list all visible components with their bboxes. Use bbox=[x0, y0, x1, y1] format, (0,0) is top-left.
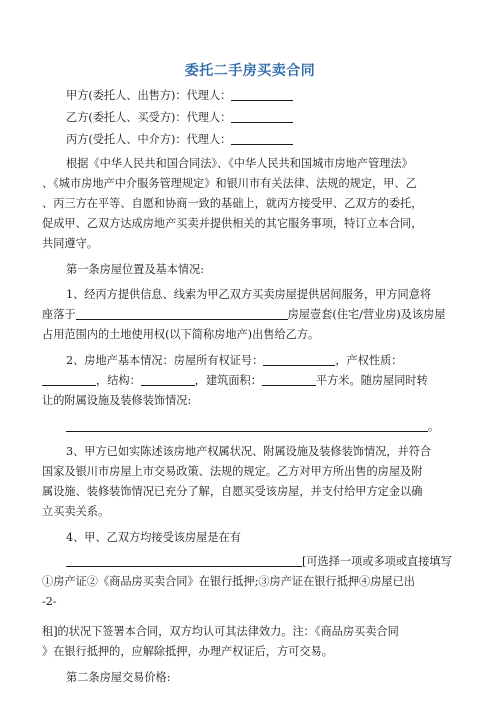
intro-line: 、《城市房地产中介服务管理规定》和银川市有关法律、法规的规定，甲、乙 bbox=[42, 177, 417, 190]
party-c-agent-blank bbox=[231, 132, 293, 145]
location-blank bbox=[76, 307, 288, 320]
property-nature-blank bbox=[42, 373, 96, 386]
clause3-line: 国家及银川市房屋上市交易政策、法规的规定。乙方对甲方所出售的房屋及附 bbox=[42, 465, 423, 478]
page-number: -2- bbox=[42, 595, 57, 608]
clause2-end: 。 bbox=[428, 420, 440, 433]
clause2-line bbox=[66, 419, 486, 435]
document-title: 委托二手房买卖合同 bbox=[184, 63, 316, 79]
clause2-line: 让的附属设施及装修装饰情况: bbox=[42, 394, 192, 407]
clause2-line bbox=[42, 373, 462, 389]
clause1-line bbox=[42, 307, 462, 323]
party-a-agent-blank bbox=[231, 88, 293, 101]
party-c-label: 丙方(受托人、中介方)：代理人： bbox=[66, 133, 232, 146]
clause4-line: ①房产证②《商品房买卖合同》在银行抵押;③房产证在银行抵押④房屋已出 bbox=[42, 575, 415, 588]
clause4-options-label: [可选择一项或多项或直接填写 bbox=[302, 555, 452, 568]
clause4-line: 4、甲、乙双方均接受该房屋是在有 bbox=[66, 531, 241, 544]
clause3-line: 属设施、装修装饰情况已充分了解，自愿买受该房屋，并支付给甲方定金以确 bbox=[42, 485, 423, 498]
clause1-line: 占用范围内的土地使用权(以下简称房地产)出售给乙方。 bbox=[42, 328, 320, 341]
clause4-line: 租]的状况下签署本合同，双方均认可其法律效力。注：《商品房买卖合同 bbox=[42, 625, 399, 638]
clause4-line bbox=[66, 554, 486, 570]
property-nature-label: ，产权性质： bbox=[335, 354, 403, 367]
clause3-line: 3、甲方已如实陈述该房地产权属状况、附属设施及装修装饰情况，并符合 bbox=[66, 445, 432, 458]
clause1-location-label: 座落于 bbox=[42, 308, 76, 321]
party-a-label: 甲方(委托人、出售方)：代理人： bbox=[66, 89, 232, 102]
intro-line: 共同遵守。 bbox=[42, 237, 98, 250]
party-b-agent-blank bbox=[231, 110, 293, 123]
party-b-label: 乙方(委托人、买受方)：代理人： bbox=[66, 111, 232, 124]
party-b-line bbox=[66, 110, 486, 126]
clause4-line: 》在银行抵押的，应解除抵押，办理产权证后，方可交易。 bbox=[42, 645, 333, 658]
clause1-line: 1、经丙方提供信息、线索为甲乙双方买卖房屋提供居间服务，甲方同意将 bbox=[66, 288, 432, 301]
party-c-line bbox=[66, 132, 486, 148]
intro-line: 根据《中华人民共和国合同法》、《中华人民共和国城市房地产管理法》 bbox=[66, 157, 413, 170]
cert-label: 2、房地产基本情况：房屋所有权证号： bbox=[66, 354, 264, 367]
party-a-line bbox=[66, 88, 486, 104]
area-label: ，建筑面积： bbox=[194, 374, 262, 387]
article1-heading: 第一条房屋位置及基本情况: bbox=[66, 263, 205, 276]
structure-label: ，结构： bbox=[96, 374, 141, 387]
intro-line: 促成甲、乙双方达成房地产买卖并提供相关的其它服务事项，特订立本合同， bbox=[42, 217, 423, 230]
cert-number-blank bbox=[263, 353, 335, 366]
clause1-property-label: 房屋壹套(住宅/营业房)及该房屋 bbox=[287, 308, 446, 321]
area-unit-label: 平方米。随房屋同时转 bbox=[315, 374, 428, 387]
area-blank bbox=[262, 373, 316, 386]
clause2-line bbox=[66, 353, 486, 369]
intro-line: 、丙三方在平等、自愿和协商一致的基础上，就丙方接受甲、乙双方的委托， bbox=[42, 197, 423, 210]
structure-blank bbox=[141, 373, 195, 386]
clause3-line: 立买卖关系。 bbox=[42, 505, 110, 518]
facilities-blank bbox=[66, 419, 428, 432]
article2-heading: 第二条房屋交易价格: bbox=[66, 671, 171, 684]
status-blank bbox=[66, 554, 302, 567]
